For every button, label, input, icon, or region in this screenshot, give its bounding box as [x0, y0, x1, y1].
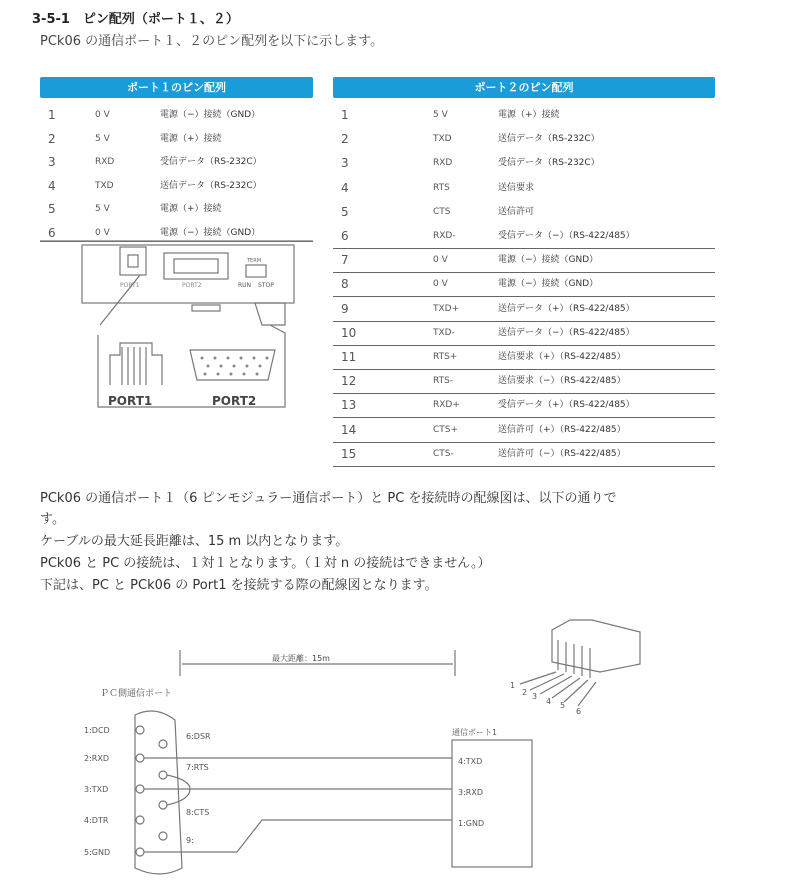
pin-number: 9: [341, 301, 349, 316]
pin-description: 送信データ（−）（RS-422/485）: [498, 327, 635, 338]
pin-number: 5: [341, 204, 349, 219]
signal-name: RTS: [433, 182, 450, 193]
port2-label: PORT2: [212, 394, 257, 408]
table-row: [333, 371, 715, 391]
pin-description: 送信要求（+）（RS-422/485）: [498, 352, 626, 362]
pin-number: 12: [341, 374, 357, 389]
pc-port-label: ＰＣ側通信ポート: [100, 689, 173, 699]
signal-name: TXD: [95, 180, 114, 191]
pin-number: 4: [48, 178, 56, 193]
port1-table: [40, 77, 313, 242]
pin-description: 送信データ（RS-232C）: [498, 134, 600, 145]
intro-text: PCk06 の通信ポート１、２のピン配列を以下に示します。: [40, 34, 384, 49]
signal-name: TXD-: [433, 327, 455, 338]
modular-pin-number: 2: [522, 688, 528, 697]
pin-description: 電源（−）接続（GND）: [498, 255, 599, 266]
signal-name: TXD: [433, 134, 452, 145]
pin-description: 送信データ（RS-232C）: [160, 180, 262, 191]
pin-number: 3: [341, 156, 349, 171]
pin-description: 送信許可: [498, 206, 535, 217]
table-row: [40, 152, 313, 172]
pc-pin-label: 3:TXD: [84, 785, 109, 794]
pin-number: 5: [48, 202, 56, 216]
pin-description: 電源（+）接続: [498, 110, 560, 120]
pin-number: 2: [48, 131, 56, 146]
signal-name: TXD+: [433, 303, 460, 314]
pc-pin-label: 9:: [186, 836, 194, 845]
pin-number: 3: [48, 155, 56, 169]
table-row: [333, 250, 715, 270]
table-row: [333, 105, 715, 125]
run-label: RUN: [238, 282, 252, 289]
paragraph-1: PCk06 の通信ポート１（6 ピンモジュラー通信ポート）と PC を接続時の配線図は、以下の通りで: [40, 491, 617, 506]
pin-number: 14: [341, 422, 357, 437]
table-row: [333, 444, 715, 464]
signal-name: CTS: [433, 206, 451, 217]
pin-number: 15: [341, 446, 357, 461]
pc-pin-label: 7:RTS: [186, 763, 209, 772]
row-divider: [333, 296, 715, 297]
table-row: [333, 202, 715, 222]
table-row: [333, 178, 715, 198]
signal-name: 0 V: [433, 279, 448, 290]
table-row: [333, 226, 715, 246]
table-row: [333, 395, 715, 415]
pin-description: 受信データ（−）（RS-422/485）: [498, 231, 635, 241]
pc-pin-label: 5:GND: [84, 848, 111, 857]
signal-name: RXD+: [433, 400, 460, 411]
pc-pin-label: 8:CTS: [186, 808, 210, 817]
port1-label: PORT1: [108, 394, 153, 408]
port2-small-label: PORT2: [182, 282, 202, 289]
row-divider: [333, 466, 715, 467]
port2-table-header: ポート２のピン配列: [333, 77, 715, 98]
row-divider: [333, 393, 715, 394]
pin-description: 送信データ（+）（RS-422/485）: [498, 303, 635, 314]
pin-number: 10: [341, 325, 357, 340]
modular-pin-number: 6: [576, 707, 582, 716]
row-divider: [333, 417, 715, 418]
pin-number: 8: [341, 277, 349, 292]
modular-pin-number: 4: [546, 697, 552, 706]
signal-name: RTS+: [433, 352, 458, 362]
row-divider: [333, 345, 715, 346]
pin-number: 1: [341, 108, 349, 122]
pin-description: 電源（−）接続（GND）: [498, 279, 599, 290]
pin-description: 送信許可（−）（RS-422/485）: [498, 448, 626, 459]
pin-number: 13: [341, 398, 357, 413]
port1-pin-label: 3:RXD: [458, 788, 483, 797]
signal-name: 5 V: [95, 204, 110, 214]
pin-description: 送信要求: [498, 182, 535, 193]
port1-jack-icon: [120, 247, 146, 275]
pin-description: 送信要求（−）（RS-422/485）: [498, 376, 626, 387]
signal-name: CTS-: [433, 448, 454, 459]
modular-plug-icon: [110, 343, 162, 385]
modular-pin-number: 5: [560, 701, 566, 710]
distance-label: 最大距離：15m: [272, 654, 330, 663]
port1-box-label: 通信ポート1: [452, 728, 498, 737]
table-row: [333, 153, 715, 173]
signal-name: RTS-: [433, 376, 454, 387]
section-title: 3-5-1 ピン配列（ポート１、２）: [32, 12, 239, 27]
row-divider: [333, 369, 715, 370]
pin-description: 受信データ（RS-232C）: [160, 157, 262, 167]
table-row: [40, 129, 313, 149]
pin-number: 2: [341, 132, 349, 147]
row-divider: [333, 442, 715, 443]
pin-number: 1: [48, 108, 56, 122]
switch-top-label: TERM: [247, 258, 262, 264]
table-row: [333, 323, 715, 343]
table-row: [40, 105, 313, 125]
dsub-connector-icon: [190, 350, 275, 380]
wiring-diagram: [0, 600, 800, 885]
pin-description: 電源（+）接続: [160, 133, 222, 144]
switch-icon: [246, 265, 266, 277]
pin-number: 6: [341, 229, 349, 243]
device-illustration: [40, 235, 325, 425]
table-row: [333, 299, 715, 319]
port2-table: [333, 77, 715, 467]
pin-description: 送信許可（+）（RS-422/485）: [498, 424, 626, 435]
signal-name: 5 V: [95, 133, 110, 144]
port1-table-header: ポート１のピン配列: [40, 77, 313, 98]
modular-pin-number: 3: [532, 692, 538, 701]
paragraph-2: す。: [40, 512, 65, 527]
pc-pin-label: 6:DSR: [186, 732, 211, 741]
pin-number: 7: [341, 253, 349, 268]
stop-label: STOP: [258, 282, 274, 289]
modular-pin-number: 1: [510, 681, 516, 690]
pc-pin-label: 4:DTR: [84, 816, 109, 825]
signal-name: CTS+: [433, 424, 459, 435]
port1-pin-label: 4:TXD: [458, 757, 483, 766]
row-divider: [333, 321, 715, 322]
port1-small-label: PORT1: [120, 282, 140, 289]
signal-name: RXD: [95, 157, 115, 167]
table-row: [333, 347, 715, 367]
signal-name: 0 V: [95, 227, 110, 238]
row-divider: [333, 272, 715, 273]
pin-description: 電源（−）接続（GND）: [160, 110, 261, 120]
row-divider: [333, 248, 715, 249]
pin-number: 11: [341, 350, 357, 364]
port1-pin-label: 1:GND: [458, 819, 485, 828]
table-row: [40, 199, 313, 219]
pin-description: 電源（−）接続（GND）: [160, 227, 261, 238]
pin-number: 4: [341, 180, 349, 195]
signal-name: 0 V: [95, 110, 110, 120]
table-row: [333, 274, 715, 294]
signal-name: RXD: [433, 158, 453, 169]
signal-name: RXD-: [433, 231, 456, 241]
pc-pin-label: 2:RXD: [84, 754, 109, 763]
pin-description: 受信データ（+）（RS-422/485）: [498, 400, 635, 411]
paragraph-3: ケーブルの最大延長距離は、15 m 以内となります。: [40, 534, 349, 549]
table-row: [333, 420, 715, 440]
pin-description: 受信データ（RS-232C）: [498, 158, 600, 169]
modular-jack-icon: [520, 620, 640, 706]
table-row: [40, 176, 313, 196]
signal-name: 5 V: [433, 110, 448, 120]
pc-pin-label: 1:DCD: [84, 726, 110, 735]
pin-description: 電源（+）接続: [160, 204, 222, 214]
paragraph-5: 下記は、PC と PCk06 の Port1 を接続する際の配線図となります。: [40, 578, 438, 593]
paragraph-4: PCk06 と PC の接続は、１対１となります。（１対 n の接続はできません。）: [40, 556, 491, 571]
pin-number: 6: [48, 225, 56, 240]
signal-name: 0 V: [433, 255, 448, 266]
table-row: [333, 129, 715, 149]
